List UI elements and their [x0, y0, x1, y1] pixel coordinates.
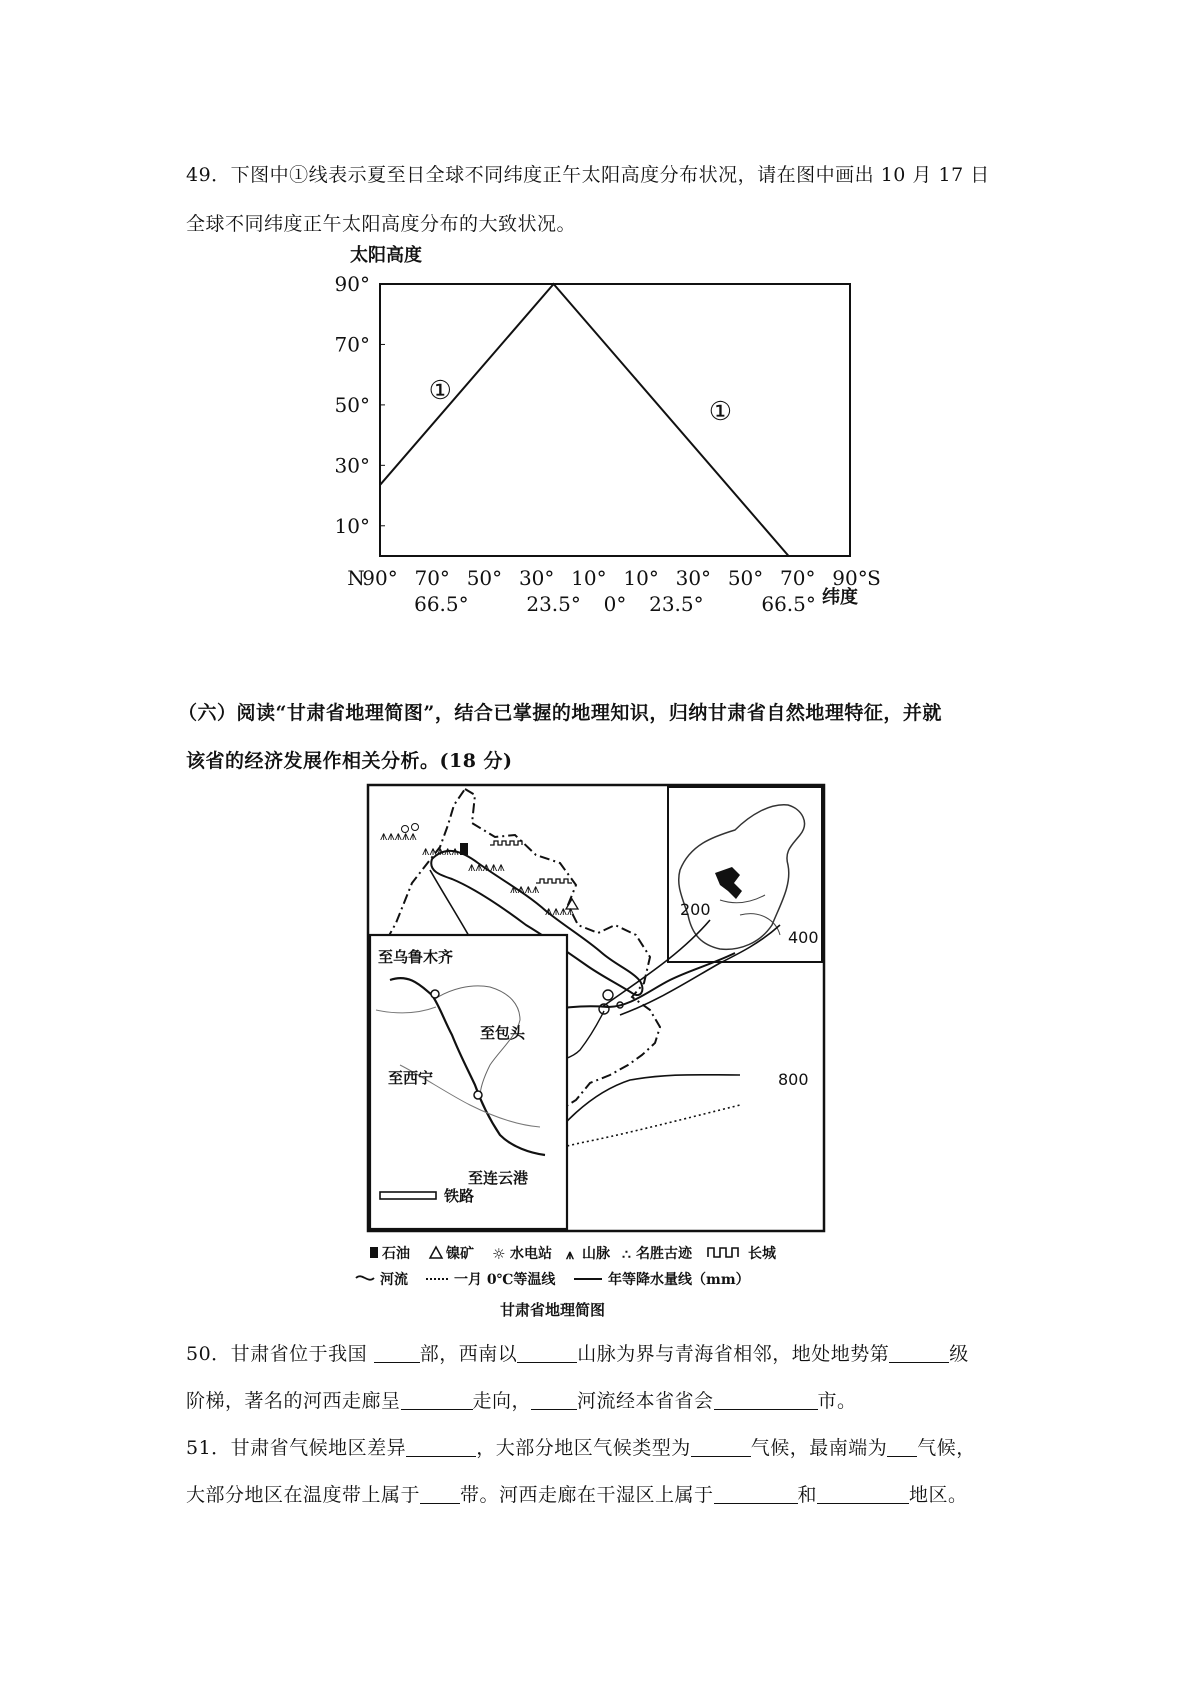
x-tick-label: 50° — [466, 566, 503, 590]
x-tick-label: 90° — [362, 566, 398, 590]
q50-text-f: 走向， — [472, 1390, 532, 1412]
q51-blank-temperature-zone[interactable] — [420, 1485, 460, 1504]
x-tick-label: 10° — [571, 566, 607, 590]
y-tick-label: 70° — [334, 332, 370, 357]
rail-label-lianyungang: 至连云港 — [468, 1169, 529, 1187]
series-label: ① — [428, 375, 452, 406]
isoline-label-200: 200 — [680, 900, 711, 919]
legend-river: 河流 — [380, 1272, 408, 1288]
q50-text-a: 50．甘肃省位于我国 — [186, 1343, 368, 1365]
section6-line-1: （六）阅读“甘肃省地理简图”，结合已掌握的地理知识，归纳甘肃省自然地理特征，并就 — [178, 702, 942, 724]
x-tick-label-secondary: 23.5° — [526, 592, 581, 616]
legend-great-wall: 长城 — [748, 1246, 776, 1262]
rail-label-xining: 至西宁 — [388, 1069, 434, 1087]
svg-text:⩚⩚⩚⩚⩚: ⩚⩚⩚⩚⩚ — [380, 829, 417, 844]
x-tick-label-secondary: 23.5° — [649, 592, 704, 616]
q51-blank-south-climate[interactable] — [887, 1438, 917, 1457]
legend-isotherm: 一月 0℃等温线 — [454, 1272, 556, 1288]
rail-legend-label: 铁路 — [444, 1187, 475, 1205]
x-tick-label: 10° — [623, 566, 659, 590]
q51-line-1 — [186, 1433, 976, 1460]
q50-text-g: 河流经本省省会 — [577, 1390, 714, 1412]
q51-text-c: 气候，最南端为 — [750, 1437, 888, 1459]
svg-text:⩚⩚⩚⩚: ⩚⩚⩚⩚ — [510, 882, 540, 897]
y-tick-label: 30° — [334, 453, 370, 478]
q49-line-1: 49．下图中①线表示夏至日全球不同纬度正午太阳高度分布状况，请在图中画出 10 月 17 日 — [186, 164, 990, 186]
q51-blank-humidity-1[interactable] — [714, 1485, 798, 1504]
q51-blank-climate-type[interactable] — [691, 1438, 751, 1457]
svg-text:∴: ∴ — [622, 1247, 631, 1263]
isoline-label-400: 400 — [788, 928, 819, 947]
solar-altitude-chart — [320, 245, 890, 625]
gansu-map — [340, 775, 840, 1325]
q50-blank-capital[interactable] — [714, 1391, 818, 1410]
q51-blank-difference[interactable] — [406, 1438, 476, 1457]
x-tick-label: S — [867, 566, 881, 590]
x-tick-label-secondary: 0° — [603, 592, 627, 616]
rail-label-baotou: 至包头 — [480, 1024, 526, 1042]
q51-text-f: 带。河西走廊在干湿区上属于 — [460, 1484, 714, 1506]
legend-hydropower: 水电站 — [510, 1246, 552, 1262]
chart-y-axis-label: 太阳高度 — [350, 245, 422, 266]
x-tick-label: 50° — [727, 566, 764, 590]
q50-line-1 — [186, 1339, 969, 1366]
q51-text-h: 地区。 — [909, 1484, 968, 1506]
x-tick-label: 30° — [518, 566, 555, 590]
chart-plot-frame — [380, 284, 850, 556]
svg-text:⩚⩚⩚⩚⩚: ⩚⩚⩚⩚⩚ — [422, 844, 459, 859]
q50-blank-direction[interactable] — [401, 1391, 473, 1410]
svg-text:☼: ☼ — [492, 1245, 506, 1263]
q49-line-2: 全球不同纬度正午太阳高度分布的大致状况。 — [186, 213, 577, 235]
y-tick-label: 50° — [334, 392, 370, 417]
y-tick-label: 10° — [334, 513, 370, 538]
oil-symbol — [460, 843, 468, 855]
q51-blank-humidity-2[interactable] — [817, 1485, 909, 1504]
q51-text-d: 气候， — [917, 1437, 976, 1459]
q50-blank-terrain-step[interactable] — [889, 1344, 949, 1363]
q51-text-e: 大部分地区在温度带上属于 — [186, 1484, 421, 1506]
series-label: ① — [708, 397, 733, 427]
legend-isohyet: 年等降水量线（mm） — [608, 1272, 750, 1288]
x-tick-label: 90° — [832, 566, 868, 590]
q50-text-b: 部，西南以 — [419, 1343, 518, 1365]
chart-x-axis-label: 纬度 — [822, 587, 858, 608]
map-caption: 甘肃省地理简图 — [500, 1301, 606, 1319]
x-tick-label-secondary: 66.5° — [761, 592, 816, 616]
svg-text:⩚⩚⩚⩚: ⩚⩚⩚⩚ — [545, 904, 575, 919]
q50-line-2 — [186, 1386, 857, 1413]
x-tick-label: 70° — [780, 566, 816, 590]
railway-inset — [370, 935, 567, 1229]
x-tick-label-secondary: 66.5° — [414, 592, 469, 616]
q51-line-2 — [186, 1480, 968, 1507]
q50-text-e: 阶梯，著名的河西走廊呈 — [186, 1390, 401, 1412]
map-legend — [356, 1245, 777, 1319]
rail-label-urumqi: 至乌鲁木齐 — [378, 948, 454, 966]
section6-line-2: 该省的经济发展作相关分析。(18 分) — [186, 750, 513, 772]
legend-oil: 石油 — [382, 1246, 410, 1262]
q50-text-h: 市。 — [817, 1390, 857, 1412]
q50-blank-mountains[interactable] — [517, 1344, 577, 1363]
x-tick-label: N — [347, 566, 365, 590]
x-tick-label: 30° — [675, 566, 712, 590]
legend-mountain: 山脉 — [582, 1246, 610, 1262]
q50-text-c: 山脉为界与青海省相邻，地处地势第 — [577, 1343, 890, 1365]
legend-heritage: 名胜古迹 — [636, 1246, 692, 1262]
isoline-label-800: 800 — [778, 1070, 809, 1089]
q51-text-b: ，大部分地区气候类型为 — [476, 1437, 691, 1459]
q51-text-a: 51．甘肃省气候地区差异 — [186, 1437, 407, 1459]
x-tick-label: 70° — [414, 566, 450, 590]
q50-blank-river[interactable] — [531, 1391, 577, 1410]
y-tick-label: 90° — [334, 272, 370, 296]
legend-nickel: 镍矿 — [446, 1246, 474, 1262]
svg-text:⩚: ⩚ — [566, 1247, 574, 1263]
q50-blank-region[interactable] — [374, 1344, 420, 1363]
svg-text:⩚⩚⩚⩚⩚: ⩚⩚⩚⩚⩚ — [468, 860, 505, 875]
q51-text-g: 和 — [797, 1484, 818, 1506]
q50-text-d: 级 — [949, 1343, 969, 1365]
